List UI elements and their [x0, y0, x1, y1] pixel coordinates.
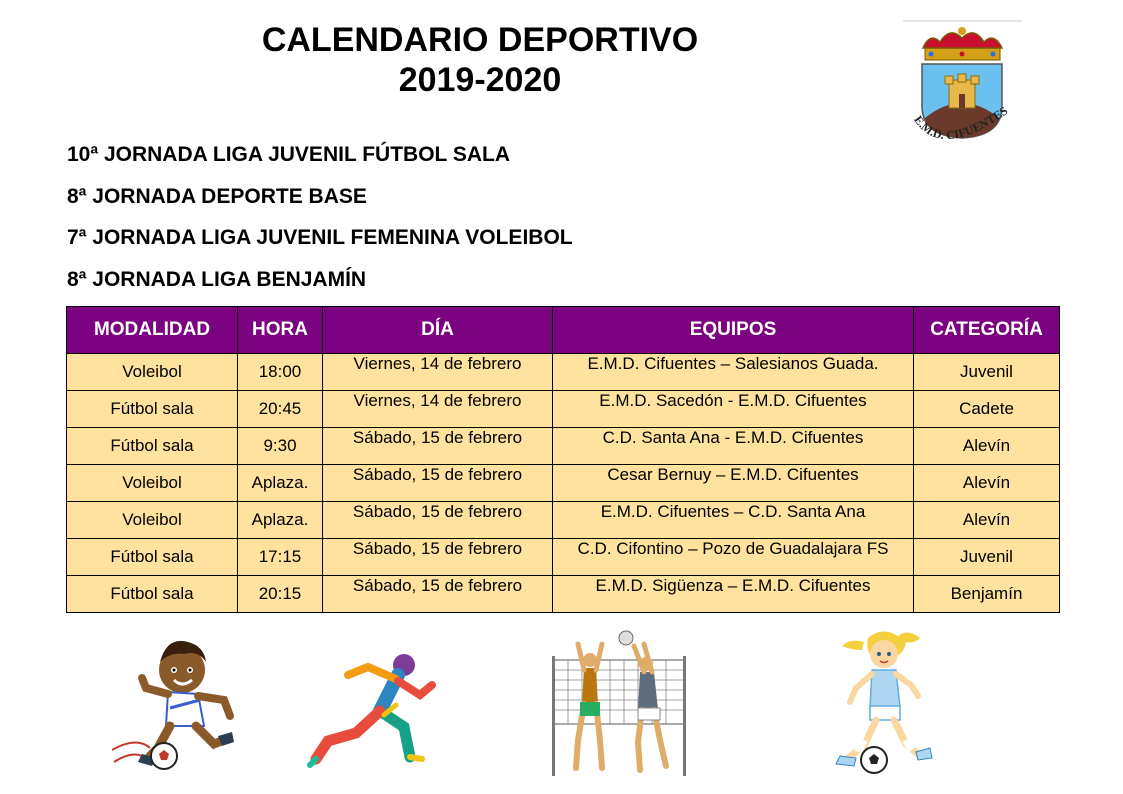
cell-modalidad: Fútbol sala: [67, 391, 238, 428]
cell-hora: Aplaza.: [238, 465, 323, 502]
volleyball-players-image: [548, 630, 690, 780]
cell-hora: 17:15: [238, 539, 323, 576]
cell-equipos: E.M.D. Sigüenza – E.M.D. Cifuentes: [553, 576, 914, 613]
cell-dia: Sábado, 15 de febrero: [323, 502, 553, 539]
cell-dia: Sábado, 15 de febrero: [323, 465, 553, 502]
cell-categoria: Cadete: [914, 391, 1060, 428]
boy-soccer-player-image: [112, 628, 254, 778]
cell-modalidad: Voleibol: [67, 502, 238, 539]
cell-dia: Sábado, 15 de febrero: [323, 576, 553, 613]
crest-logo: [895, 18, 1030, 168]
col-header-modalidad: MODALIDAD: [67, 307, 238, 354]
table-row: [67, 428, 1060, 465]
cell-equipos: C.D. Santa Ana - E.M.D. Cifuentes: [553, 428, 914, 465]
cell-categoria: Alevín: [914, 465, 1060, 502]
cell-categoria: Benjamín: [914, 576, 1060, 613]
col-header-equipos: EQUIPOS: [553, 307, 914, 354]
cell-equipos: E.M.D. Cifuentes – C.D. Santa Ana: [553, 502, 914, 539]
title-line-1: CALENDARIO DEPORTIVO: [261, 21, 699, 59]
col-header-dia: DÍA: [323, 307, 553, 354]
cell-categoria: Juvenil: [914, 354, 1060, 391]
schedule-table: [66, 306, 1060, 613]
cell-equipos: Cesar Bernuy – E.M.D. Cifuentes: [553, 465, 914, 502]
cell-dia: Viernes, 14 de febrero: [323, 391, 553, 428]
cell-equipos: E.M.D. Cifuentes – Salesianos Guada.: [553, 354, 914, 391]
cell-categoria: Juvenil: [914, 539, 1060, 576]
cell-categoria: Alevín: [914, 502, 1060, 539]
crest-text: E.M.D. CIFUENTES: [911, 103, 1011, 143]
page-title: [190, 20, 770, 100]
girl-soccer-player-image: [828, 628, 938, 778]
table-header-row: [67, 307, 1060, 354]
cell-hora: 20:45: [238, 391, 323, 428]
cell-hora: 9:30: [238, 428, 323, 465]
cell-modalidad: Voleibol: [67, 354, 238, 391]
table-row: [67, 391, 1060, 428]
cell-modalidad: Fútbol sala: [67, 539, 238, 576]
cell-modalidad: Fútbol sala: [67, 428, 238, 465]
cell-equipos: C.D. Cifontino – Pozo de Guadalajara FS: [553, 539, 914, 576]
cell-dia: Viernes, 14 de febrero: [323, 354, 553, 391]
cell-equipos: E.M.D. Sacedón - E.M.D. Cifuentes: [553, 391, 914, 428]
heading-futbol-sala: 10ª JORNADA LIGA JUVENIL FÚTBOL SALA: [67, 143, 510, 166]
cell-hora: 20:15: [238, 576, 323, 613]
cell-categoria: Alevín: [914, 428, 1060, 465]
cell-dia: Sábado, 15 de febrero: [323, 428, 553, 465]
table-row: [67, 576, 1060, 613]
heading-voleibol: 7ª JORNADA LIGA JUVENIL FEMENINA VOLEIBOL: [67, 226, 573, 249]
heading-benjamin: 8ª JORNADA LIGA BENJAMÍN: [67, 267, 367, 291]
cell-hora: 18:00: [238, 354, 323, 391]
title-line-2: 2019-2020: [398, 61, 562, 99]
cell-modalidad: Fútbol sala: [67, 576, 238, 613]
colorful-runner-image: [306, 645, 438, 770]
table-row: [67, 465, 1060, 502]
table-row: [67, 539, 1060, 576]
heading-deporte-base: 8ª JORNADA DEPORTE BASE: [67, 184, 367, 208]
headings-list: [67, 140, 573, 306]
cell-modalidad: Voleibol: [67, 465, 238, 502]
cell-hora: Aplaza.: [238, 502, 323, 539]
table-row: [67, 354, 1060, 391]
col-header-hora: HORA: [238, 307, 323, 354]
table-row: [67, 502, 1060, 539]
cell-dia: Sábado, 15 de febrero: [323, 539, 553, 576]
col-header-categoria: CATEGORÍA: [914, 307, 1060, 354]
